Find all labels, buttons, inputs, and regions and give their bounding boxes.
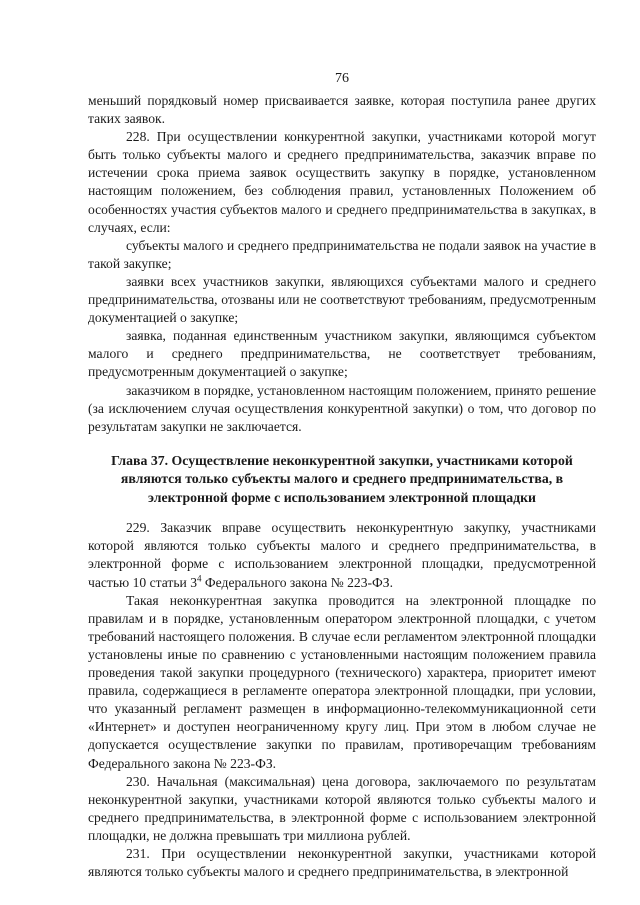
page-number: 76 bbox=[335, 71, 349, 86]
paragraph-condition-3: заявка, поданная единственным участником закупки, являющимся субъектом малого и среднего предпринимательства, не соответствует требованиям, предусмотренным документацией о закупке; bbox=[88, 328, 596, 380]
document-page bbox=[88, 70, 596, 881]
paragraph-228: 228. При осуществлении конкурентной закупки, участниками которой могут быть только субъекты малого и среднего предпринимательства, заказчик вправе по истечении срока приема заявок осуществить закупку в порядке, установленном настоящим положением, без соблюдения правил, установленных Положением об особенностях участия субъектов малого и среднего предпринимательства в закупках, в случаях, если: bbox=[88, 129, 596, 235]
paragraph-231: 231. При осуществлении неконкурентной закупки, участниками которой являются только субъекты малого и среднего предпринимательства, в электронной bbox=[88, 845, 596, 880]
paragraph-229 bbox=[88, 519, 596, 591]
paragraph-229-text: 229. Заказчик вправе осуществить неконкурентную закупку, участниками которой являются только субъекты малого и среднего предпринимательства, в электронной форме с использованием электронной площадки, предусмотренной частью 10 статьи 3 bbox=[88, 520, 596, 590]
paragraph-230: 230. Начальная (максимальная) цена договора, заключаемого по результатам неконкурентной закупки, участниками которой являются только субъекты малого и среднего предпринимательства, в электронной форме с использованием электронной площадки, не должна превышать три миллиона рублей. bbox=[88, 773, 596, 843]
paragraph-condition-4: заказчиком в порядке, установленном настоящим положением, принято решение (за исключением случая осуществления конкурентной закупки) о том, что договор по результатам закупки не заключается. bbox=[88, 382, 596, 434]
paragraph-condition-2: заявки всех участников закупки, являющихся субъектами малого и среднего предпринимательства, отозваны или не соответствуют требованиям, предусмотренным документацией о закупке; bbox=[88, 273, 596, 326]
paragraph-condition-1: субъекты малого и среднего предпринимательства не подали заявок на участие в такой закупке; bbox=[88, 237, 596, 271]
paragraphs-top bbox=[88, 92, 596, 436]
paragraph-229-tail: Федерального закона № 223-ФЗ. bbox=[201, 574, 393, 590]
paragraphs-bottom bbox=[88, 519, 596, 881]
paragraph: меньший порядковый номер присваивается заявке, которая поступила ранее других таких заявок. bbox=[88, 93, 596, 127]
article-superscript: 4 bbox=[197, 573, 202, 584]
paragraph-procedure: Такая неконкурентная закупка проводится на электронной площадке по правилам и в порядке, установленным оператором электронной площадки, с учетом требований настоящего положения. В случае если регламентом электронной площадки установлены иные по сравнению с установленными настоящим положением правила проведения такой закупки процедурного (технического) характера, приоритет имеют правила, содержащиеся в регламенте оператора электронной площадки, при условии, что указанный регламент размещен в информационно-телекоммуникационной сети «Интернет» и доступен неограниченному кругу лиц. При этом в любом случае не допускается осуществление закупки по правилам, противоречащим требованиям Федерального закона № 223-ФЗ. bbox=[88, 592, 596, 771]
chapter-title: Глава 37. Осуществление неконкурентной закупки, участниками которой являются только субъекты малого и среднего предпринимательства, в электронной форме с использованием электронной площадки bbox=[111, 452, 573, 505]
